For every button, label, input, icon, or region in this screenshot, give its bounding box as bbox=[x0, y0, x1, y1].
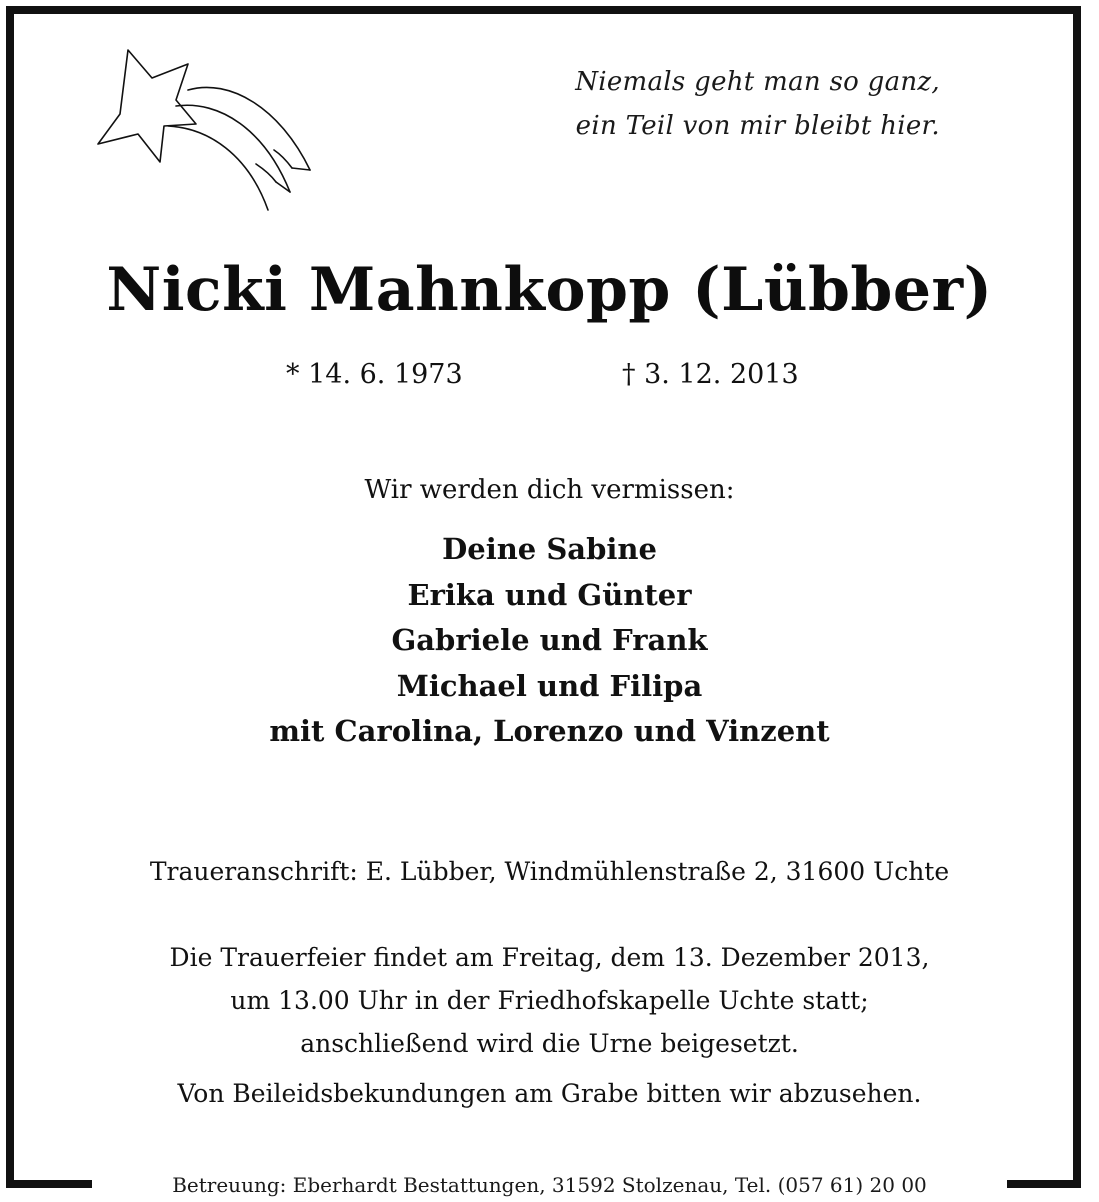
mourner-line: Michael und Filipa bbox=[396, 668, 703, 703]
ceremony-line: um 13.00 Uhr in der Friedhofskapelle Uchte statt; bbox=[230, 986, 869, 1015]
birth-date: * 14. 6. 1973 bbox=[286, 359, 463, 390]
motto-line: Niemals geht man so ganz, bbox=[575, 67, 940, 97]
mourner-line: Erika und Günter bbox=[407, 577, 692, 612]
ceremony-info bbox=[0, 936, 1099, 1065]
mourning-address: Traueranschrift: E. Lübber, Windmühlenstraße 2, 31600 Uchte bbox=[149, 857, 950, 886]
condolence-note: Von Beileidsbekundungen am Grabe bitten wir abzusehen. bbox=[177, 1079, 922, 1108]
death-date: † 3. 12. 2013 bbox=[622, 359, 799, 390]
mourner-line: Deine Sabine bbox=[442, 532, 657, 566]
mourner-line: Gabriele und Frank bbox=[391, 623, 708, 657]
deceased-name: Nicki Mahnkopp (Lübber) bbox=[106, 255, 993, 325]
motto-quote bbox=[470, 60, 940, 148]
shooting-star-icon bbox=[80, 42, 330, 217]
mourners-list bbox=[0, 527, 1099, 755]
ceremony-line: anschließend wird die Urne beigesetzt. bbox=[300, 1029, 799, 1058]
miss-text: Wir werden dich vermissen: bbox=[364, 475, 735, 505]
motto-line: ein Teil von mir bleibt hier. bbox=[575, 111, 940, 141]
ceremony-line: Die Trauerfeier findet am Freitag, dem 13. Dezember 2013, bbox=[169, 943, 930, 972]
funeral-home-footer: Betreuung: Eberhardt Bestattungen, 31592 Stolzenau, Tel. (057 61) 20 00 bbox=[92, 1168, 1007, 1202]
mourner-line: mit Carolina, Lorenzo und Vinzent bbox=[269, 714, 830, 748]
